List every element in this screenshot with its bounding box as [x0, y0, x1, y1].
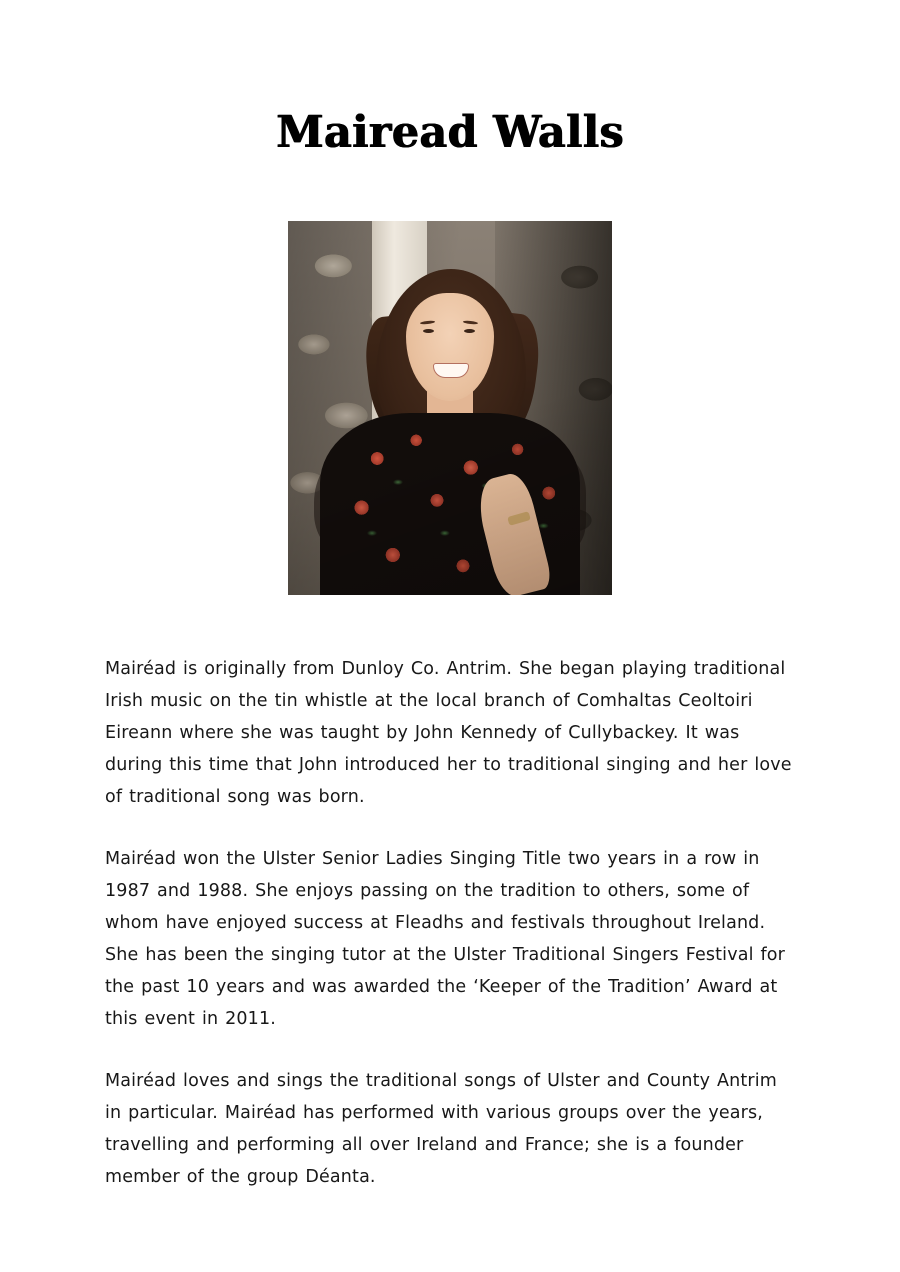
biography-text [105, 653, 795, 1193]
paragraph-3: Mairéad loves and sings the traditional songs of Ulster and County Antrim in particular. Mairéad has performed with various groups over the years, travelling and performing all over Ireland and France; she is a founder member of the group Déanta. [105, 1070, 777, 1187]
eye-left [423, 329, 434, 333]
smile [433, 363, 469, 378]
paragraph-2: Mairéad won the Ulster Senior Ladies Singing Title two years in a row in 1987 and 1988. She enjoys passing on the tradition to others, some of whom have enjoyed success at Fleadhs and festivals throughout Ireland. She has been the singing tutor at the Ulster Traditional Singers Festival for the past 10 years and was awarded the ‘Keeper of the Tradition’ Award at this event in 2011. [105, 848, 786, 1029]
portrait-photo [288, 221, 612, 595]
page-title: Mairead Walls [276, 107, 624, 159]
title-block [0, 0, 900, 185]
paragraph-1: Mairéad is originally from Dunloy Co. Antrim. She began playing traditional Irish music on the tin whistle at the local branch of Comhaltas Ceoltoiri Eireann where she was taught by John Kennedy of Cullybackey. It was during this time that John introduced her to traditional singing and her love of traditional song was born. [105, 658, 792, 807]
eye-right [464, 329, 475, 333]
